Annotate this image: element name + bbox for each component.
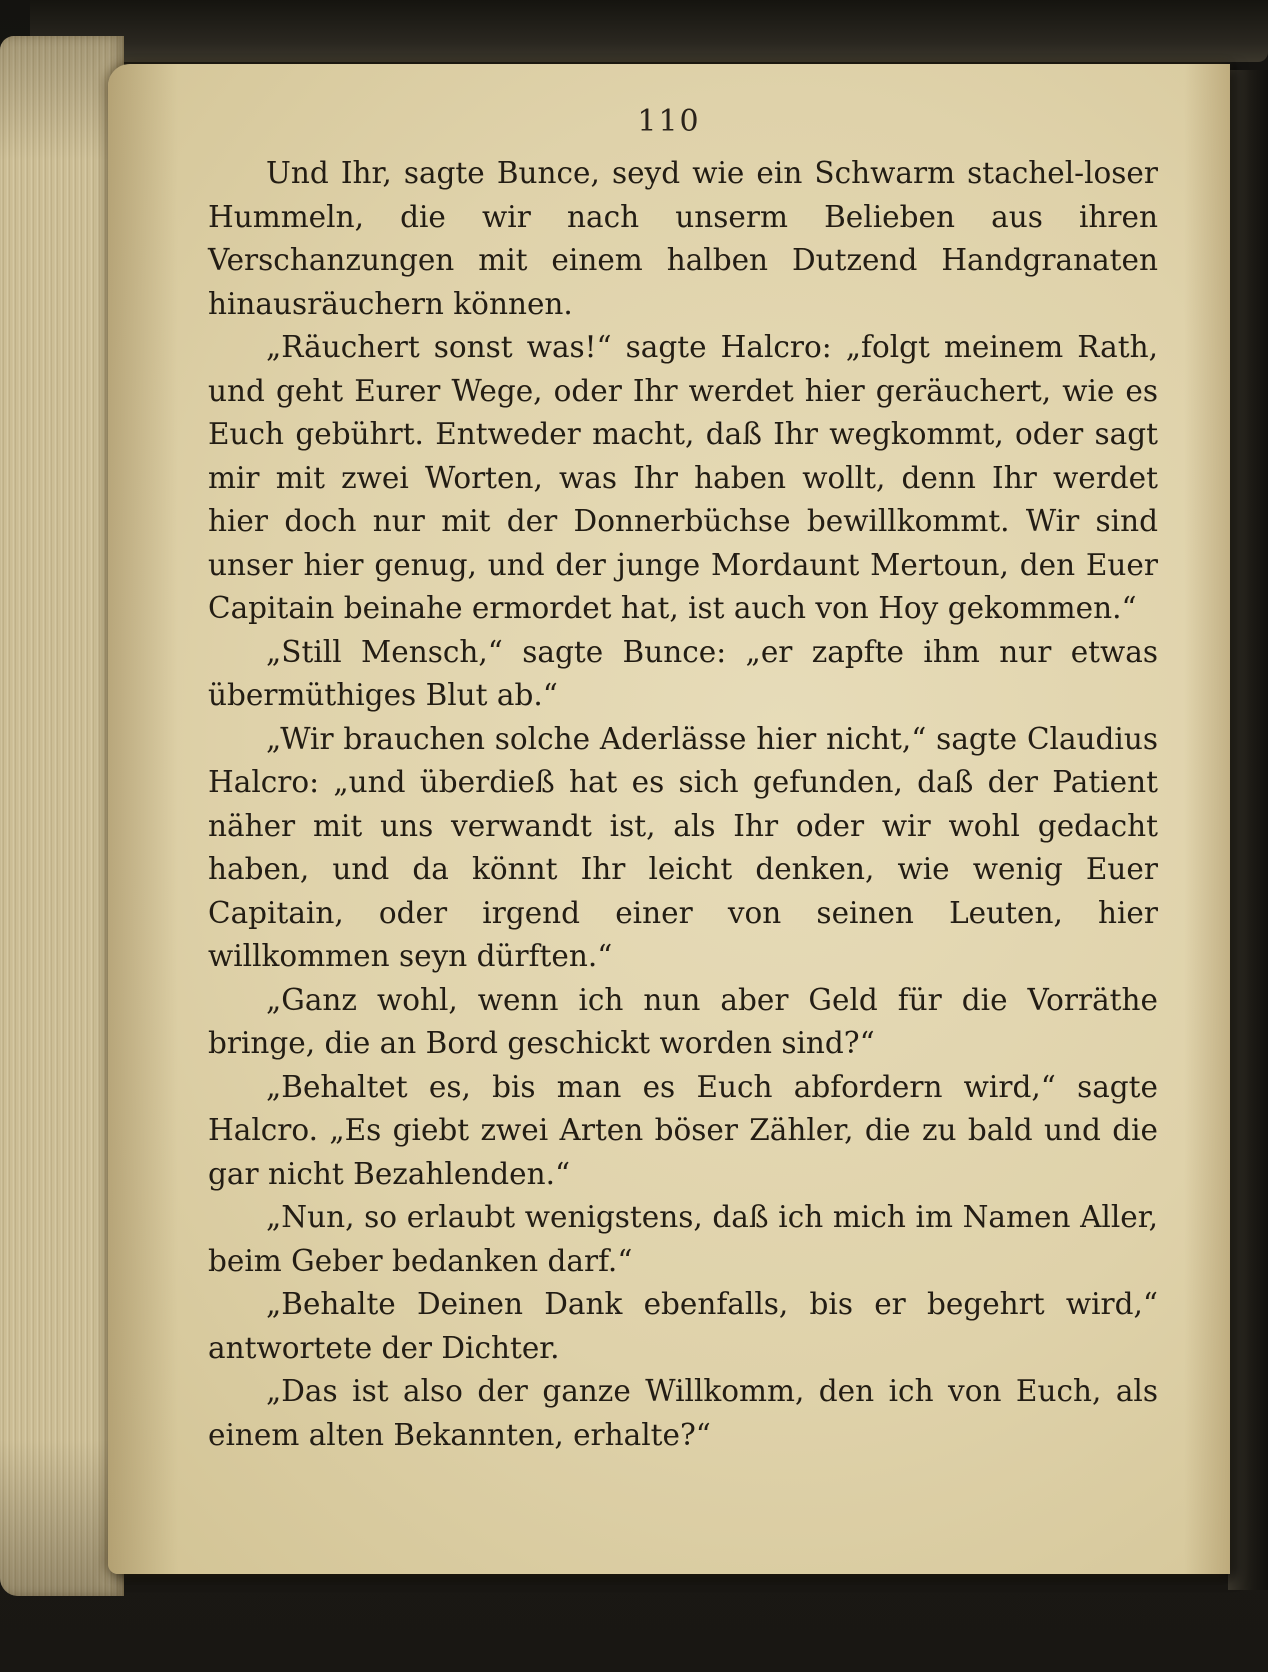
paragraph: „Wir brauchen solche Aderlässe hier nicht,“ sagte Claudius Halcro: „und überdieß hat es sich gefunden, daß der Patient näher mit uns verwandt ist, als Ihr oder wir wohl gedacht haben, und da könnt Ihr leicht denken, wie wenig Euer Capitain, oder irgend einer von seinen Leuten, hier willkommen seyn dürften.“ (208, 721, 1158, 973)
page-number: 110 (637, 104, 701, 139)
paragraph: „Behaltet es, bis man es Euch abfordern wird,“ sagte Halcro. „Es giebt zwei Arten böser Zähler, die zu bald und die gar nicht Bezahlenden.“ (208, 1069, 1158, 1191)
paragraph: „Räuchert sonst was!“ sagte Halcro: „folgt meinem Rath, und geht Eurer Wege, oder Ihr werdet hier geräuchert, wie es Euch gebührt. Entweder macht, daß Ihr wegkommt, oder sagt mir mit zwei Worten, was Ihr haben wollt, denn Ihr werdet hier doch nur mit der Donnerbüchse bewillkommt. Wir sind unser hier genug, und der junge Mordaunt Mertoun, den Euer Capitain beinahe ermordet hat, ist auch von Hoy gekommen.“ (208, 330, 1158, 625)
paragraph: „Still Mensch,“ sagte Bunce: „er zapfte ihm nur etwas übermüthiges Blut ab.“ (208, 634, 1158, 712)
paragraph: „Nun, so erlaubt wenigstens, daß ich mich im Namen Aller, beim Geber bedanken darf.“ (208, 1200, 1158, 1278)
paragraph: „Behalte Deinen Dank ebenfalls, bis er begehrt wird,“ antwortete der Dichter. (208, 1287, 1158, 1365)
paragraph: „Ganz wohl, wenn ich nun aber Geld für die Vorräthe bringe, die an Bord geschickt worden sind?“ (208, 982, 1158, 1060)
page-block-edges (0, 36, 124, 1596)
paragraph: Und Ihr, sagte Bunce, seyd wie ein Schwarm stachel-loser Hummeln, die wir nach unserm Belieben aus ihren Verschanzungen mit einem halben Dutzend Handgranaten hinausräuchern können. (208, 156, 1158, 321)
cover-right-edge (1228, 70, 1268, 1590)
book-page (108, 64, 1230, 1574)
cover-top-edge (30, 0, 1268, 62)
paragraph: „Das ist also der ganze Willkomm, den ich von Euch, als einem alten Bekannten, erhalte?“ (208, 1374, 1158, 1452)
page-text (208, 152, 1158, 1457)
